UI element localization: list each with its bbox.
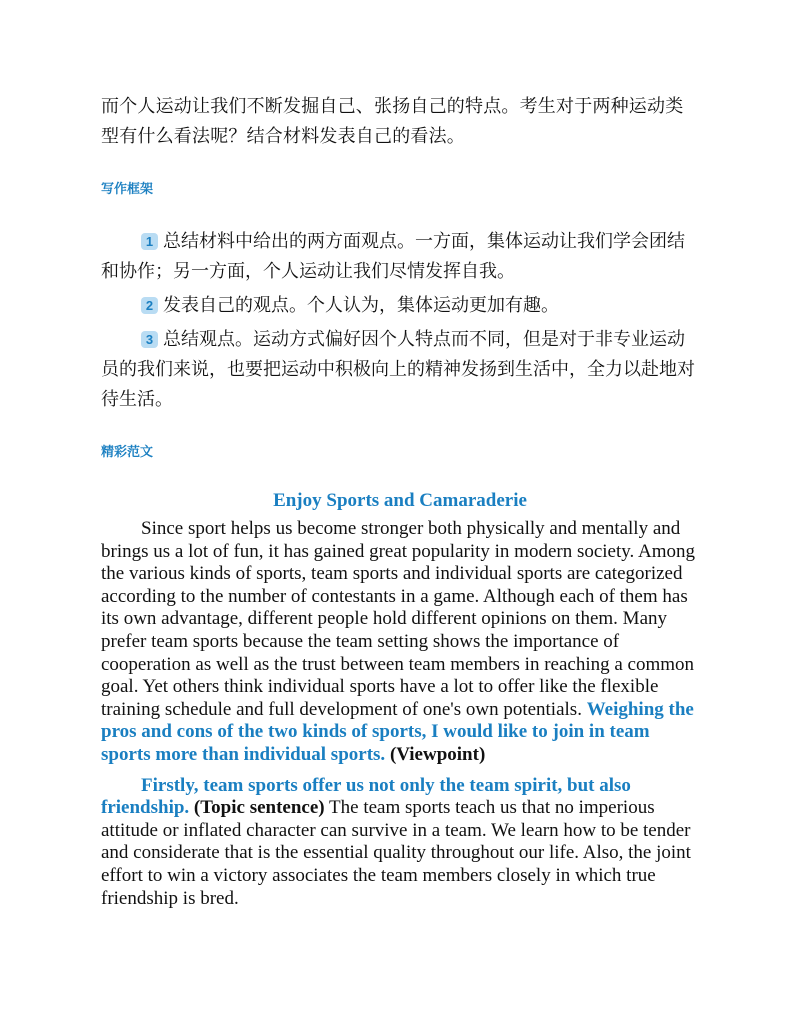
paragraph-1-body: Since sport helps us become stronger both physically and mentally and brings us a lot of fun, it has gained great popularity in modern society. Among the various kinds of sports, team sports and individual sports are categorized according to the number of contestants in a game. Although each of them has its own advantage, different people hold different opinions on them. Many prefer team sports because the team setting shows the importance of cooperation as well as the trust between team members in reaching a common goal. Yet others think individual sports have a lot to offer like the flexible training schedule and full development of one's own potentials. bbox=[101, 518, 695, 720]
framework-item-2-text: 发表自己的观点。个人认为，集体运动更加有趣。 bbox=[163, 295, 559, 316]
document-page bbox=[101, 92, 699, 910]
topic-sentence: Firstly, team sports offer us not only the team spirit, but also friendship. bbox=[101, 774, 631, 819]
essay-paragraph-1 bbox=[101, 518, 699, 767]
framework-item-3 bbox=[101, 325, 699, 415]
essay-paragraph-2 bbox=[101, 775, 699, 911]
framework-item-1 bbox=[101, 227, 699, 287]
framework-item-1-text: 总结材料中给出的两方面观点。一方面，集体运动让我们学会团结和协作；另一方面，个人运动让我们尽情发挥自我。 bbox=[101, 231, 685, 282]
framework-list bbox=[101, 227, 699, 415]
viewpoint-tag: (Viewpoint) bbox=[389, 743, 486, 765]
framework-heading: 写作框架 bbox=[101, 182, 154, 197]
essay-title: Enjoy Sports and Camaraderie bbox=[273, 490, 527, 511]
framework-item-2 bbox=[101, 291, 699, 321]
number-badge-2: 2 bbox=[141, 297, 158, 314]
intro-paragraph: 而个人运动让我们不断发掘自己、张扬自己的特点。考生对于两种运动类型有什么看法呢？结合材料发表自己的看法。 bbox=[101, 96, 684, 147]
sample-heading: 精彩范文 bbox=[101, 445, 154, 460]
number-badge-1: 1 bbox=[141, 233, 158, 250]
viewpoint-sentence: Weighing the pros and cons of the two kinds of sports, I would like to join in team sports more than individual sports. bbox=[101, 698, 694, 765]
number-badge-3: 3 bbox=[141, 331, 158, 348]
paragraph-2-body: The team sports teach us that no imperious attitude or inflated character can survive in a team. We learn how to be tender and considerate that is the essential quality throughout our life. Also, the joint effort to win a victory associates the team members closely in which true friendship is bred. bbox=[101, 797, 691, 909]
topic-sentence-tag: (Topic sentence) bbox=[193, 797, 325, 819]
framework-item-3-text: 总结观点。运动方式偏好因个人特点而不同，但是对于非专业运动员的我们来说，也要把运动中积极向上的精神发扬到生活中，全力以赴地对待生活。 bbox=[101, 329, 695, 410]
